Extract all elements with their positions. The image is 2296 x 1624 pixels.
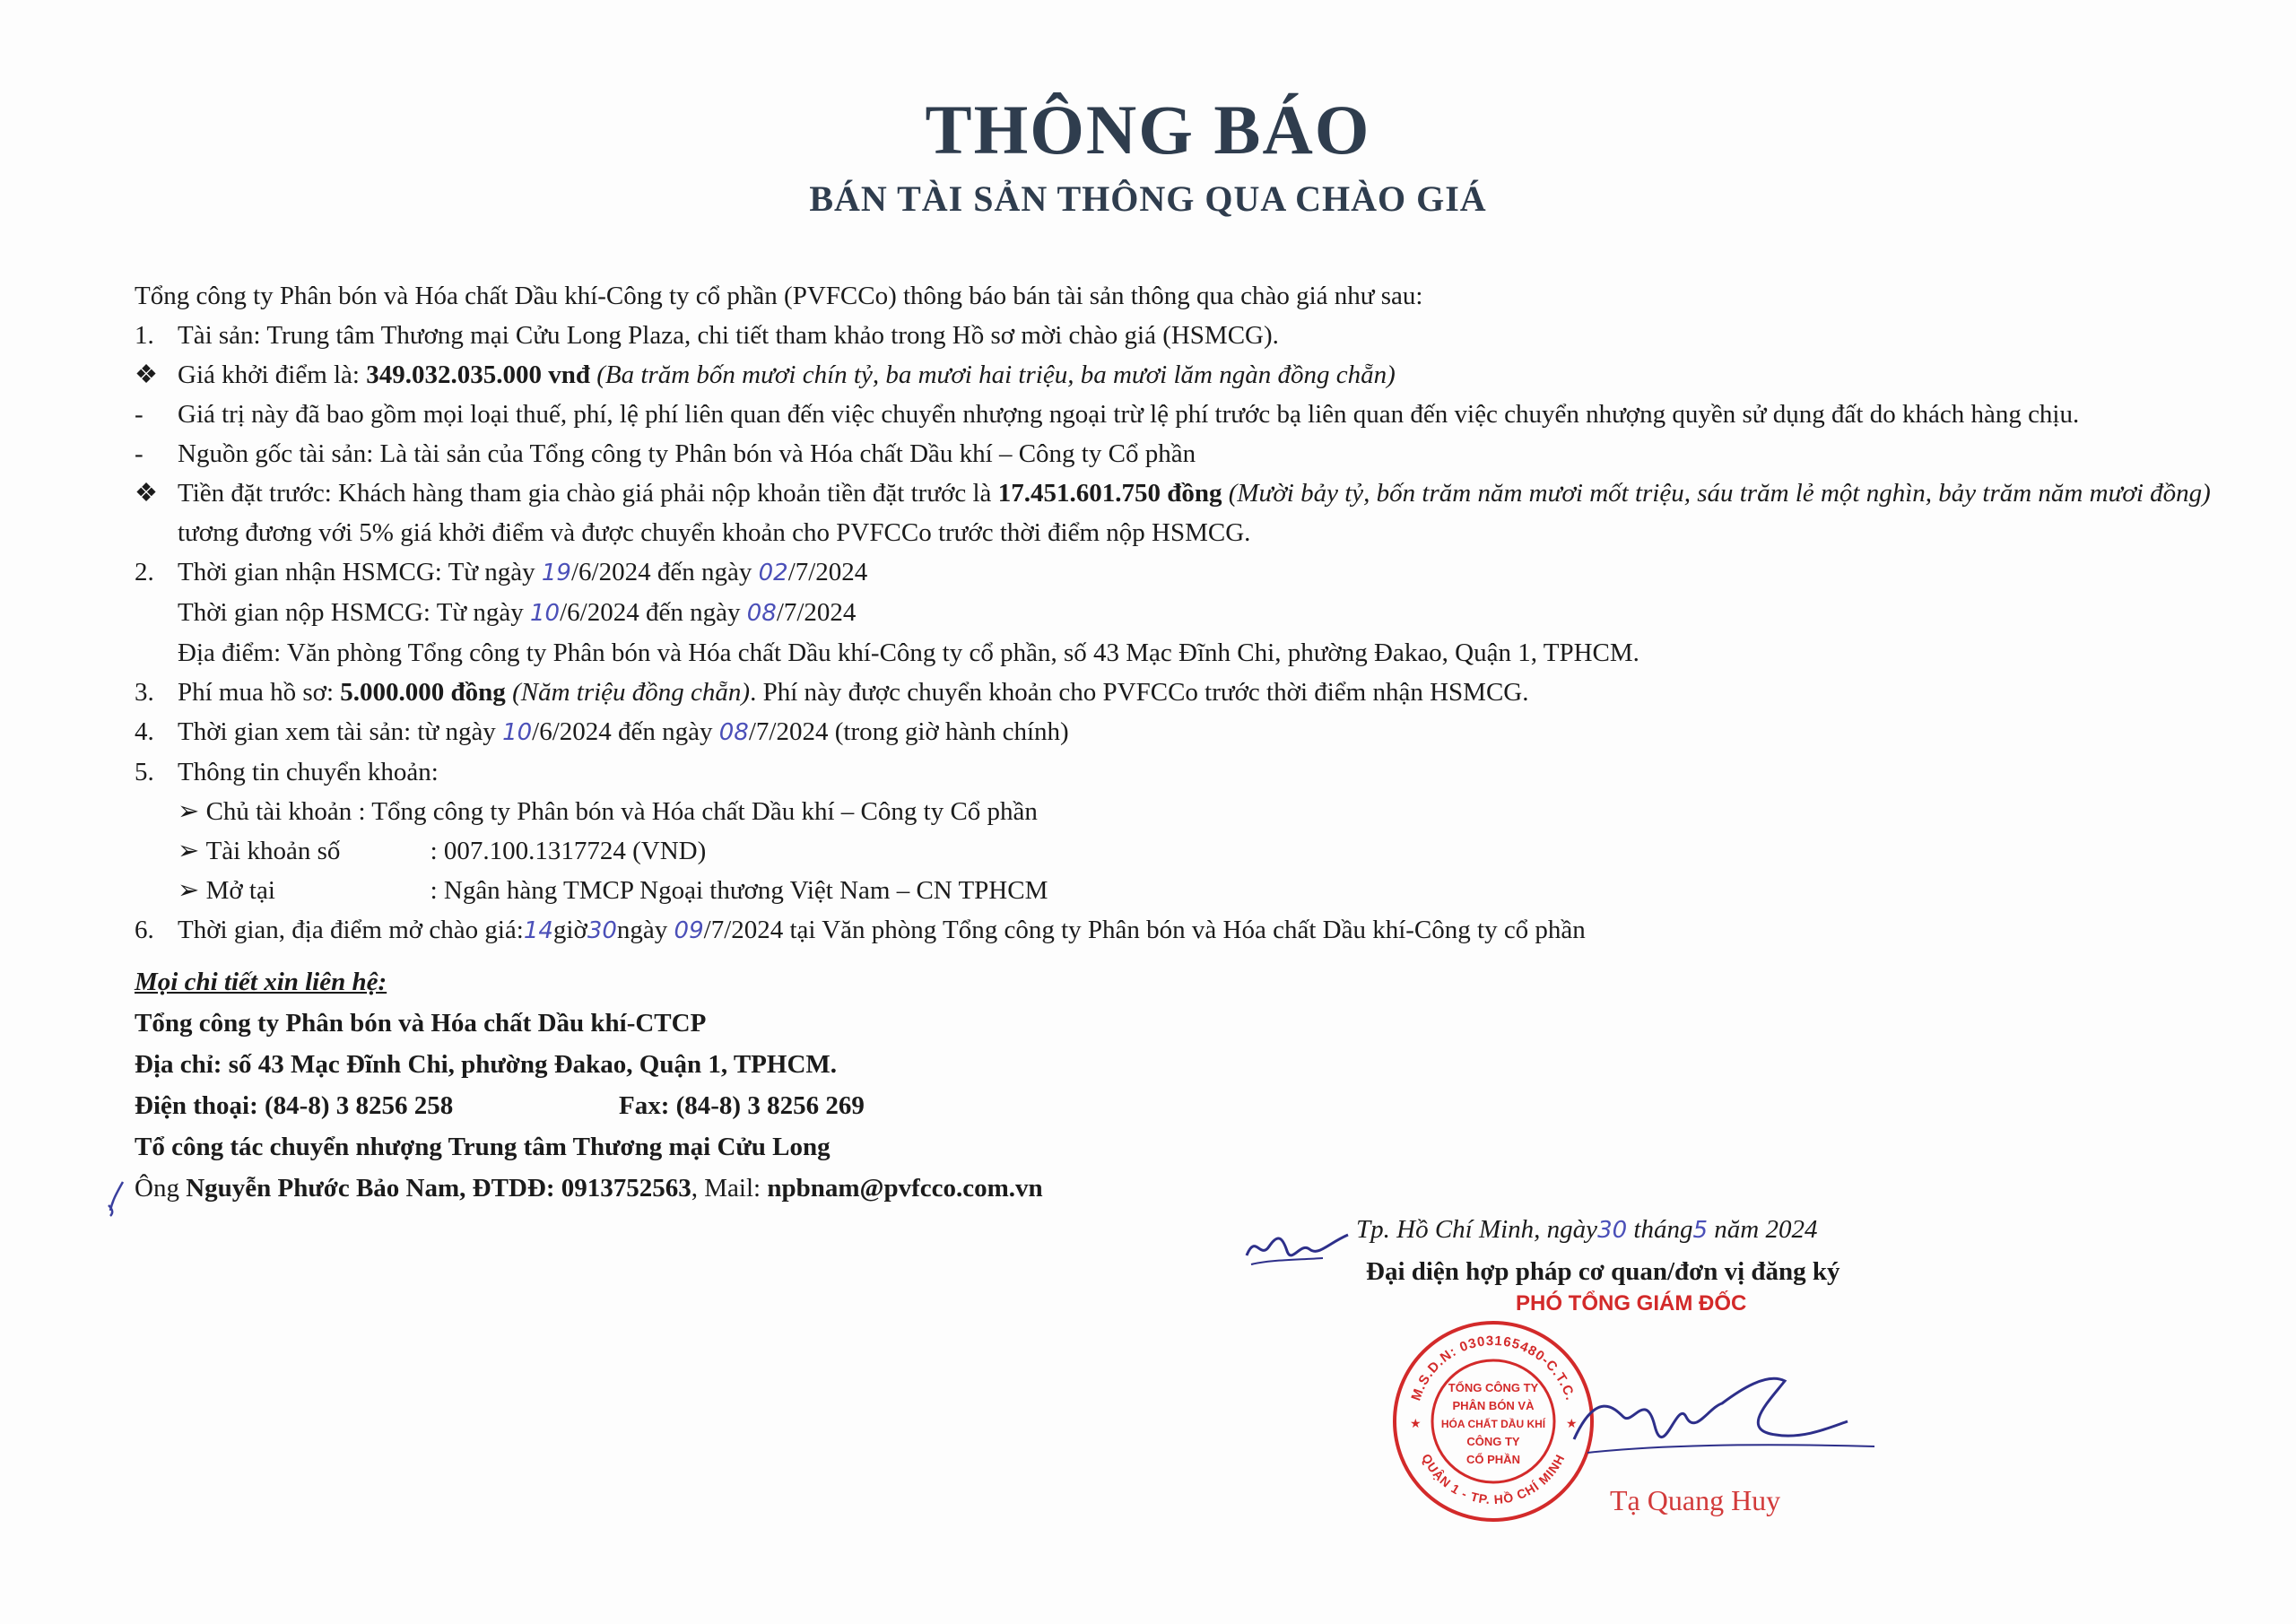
handwritten-day: 30 — [1597, 1217, 1628, 1244]
deposit-line: ❖ Tiền đặt trước: Khách hàng tham gia chào giá phải nộp khoản tiền đặt trước là 17.451.601.750 đồng (Mười bảy tỷ, bốn trăm năm mươi mốt triệu, sáu trăm lẻ một nghìn, bảy trăm năm mươi đồng) tương đương với 5% giá khởi điểm và được chuyển khoản cho PVFCCo trước thời điểm nộp HSMCG. — [135, 473, 2224, 552]
seal-line: PHÂN BÓN VÀ — [1452, 1399, 1535, 1412]
handwritten-signature-icon — [1561, 1354, 1883, 1471]
handwritten-hour: 14 — [523, 917, 553, 944]
contact-phone-fax — [135, 1085, 1043, 1126]
deposit-amount: 17.451.601.750 đồng — [997, 479, 1222, 508]
arrow-bullet-icon: ➢ — [178, 797, 200, 826]
contact-heading: Mọi chi tiết xin liên hệ: — [135, 968, 387, 996]
handwritten-month: 5 — [1692, 1217, 1709, 1244]
contact-block — [135, 961, 1043, 1209]
item-2-submit: Thời gian nộp HSMCG: Từ ngày 10/6/2024 đến ngày 08/7/2024 — [178, 598, 857, 627]
seal-ring-top: M.S.D.N: 0303165480-C.T.C. — [1408, 1333, 1578, 1403]
tax-note-line: - Giá trị này đã bao gồm mọi loại thuế, phí, lệ phí liên quan đến việc chuyển nhượng ngoại trừ lệ phí trước bạ liên quan đến việc chuyển nhượng quyền sử dụng đất do khách hàng chịu. — [135, 395, 2224, 434]
contact-team: Tổ công tác chuyển nhượng Trung tâm Thương mại Cửu Long — [135, 1133, 831, 1161]
paraph-initial-icon — [1242, 1224, 1350, 1273]
origin-line: - Nguồn gốc tài sản: Là tài sản của Tổng công ty Phân bón và Hóa chất Dầu khí – Công ty Cổ phần — [135, 434, 2224, 473]
handwritten-date: 19 — [541, 560, 571, 586]
item-2-receive: 2. Thời gian nhận HSMCG: Từ ngày 19/6/2024 đến ngày 02/7/2024 — [135, 552, 2224, 593]
start-price-line: ❖ Giá khởi điểm là: 349.032.035.000 vnđ (Ba trăm bốn mươi chín tỷ, ba mươi hai triệu, ba mươi lăm ngàn đồng chẵn) — [135, 355, 2224, 395]
seal-line: TỔNG CÔNG TY — [1448, 1381, 1539, 1394]
item-6: 6. Thời gian, địa điểm mở chào giá:14giờ30ngày 09/7/2024 tại Văn phòng Tổng công ty Phân bón và Hóa chất Dầu khí-Công ty cổ phần — [135, 910, 2224, 951]
contact-address: Địa chỉ: số 43 Mạc Đĩnh Chi, phường Đakao, Quận 1, TPHCM. — [135, 1050, 838, 1079]
item-4: 4. Thời gian xem tài sản: từ ngày 10/6/2024 đến ngày 08/7/2024 (trong giờ hành chính) — [135, 712, 2224, 752]
item-number: 3. — [135, 678, 154, 707]
seal-star-icon: ★ — [1410, 1418, 1422, 1431]
item-5: 5. Thông tin chuyển khoản: — [135, 752, 2224, 792]
seal-star-icon: ★ — [1566, 1418, 1578, 1431]
contact-phone: Điện thoại: (84-8) 3 8256 258 — [135, 1091, 454, 1120]
arrow-bullet-icon: ➢ — [178, 876, 200, 905]
page-subtitle: BÁN TÀI SẢN THÔNG QUA CHÀO GIÁ — [809, 178, 1487, 219]
notice-body — [135, 276, 2224, 951]
handwritten-tick-icon — [103, 1175, 130, 1220]
handwritten-date: 02 — [758, 560, 788, 586]
contact-company: Tổng công ty Phân bón và Hóa chất Dầu khí-CTCP — [135, 1009, 707, 1038]
dash-bullet: - — [135, 439, 144, 468]
contact-fax: Fax: (84-8) 3 8256 269 — [619, 1091, 865, 1120]
contact-person: Ông Nguyễn Phước Bảo Nam, ĐTDĐ: 0913752563, Mail: npbnam@pvfcco.com.vn — [135, 1174, 1043, 1203]
seal-line: CỔ PHẦN — [1466, 1453, 1520, 1466]
account-number-row: ➢ Tài khoản số : 007.100.1317724 (VND) — [178, 837, 707, 865]
item-2-place: Địa điểm: Văn phòng Tổng công ty Phân bón và Hóa chất Dầu khí-Công ty cổ phần, số 43 Mạc Đĩnh Chi, phường Đakao, Quận 1, TPHCM. — [178, 638, 1639, 667]
bank-row: ➢ Mở tại : Ngân hàng TMCP Ngoại thương Việt Nam – CN TPHCM — [178, 876, 1048, 905]
seal-line: CÔNG TY — [1466, 1435, 1520, 1448]
contact-email: npbnam@pvfcco.com.vn — [767, 1174, 1043, 1203]
handwritten-date: 10 — [530, 600, 561, 627]
handwritten-date: 09 — [674, 917, 704, 944]
dash-bullet: - — [135, 400, 144, 429]
signer-position: PHÓ TỔNG GIÁM ĐỐC — [1516, 1291, 1747, 1316]
diamond-bullet-icon: ❖ — [135, 479, 158, 508]
handwritten-date: 08 — [746, 600, 777, 627]
seal-line: HÓA CHẤT DẦU KHÍ — [1440, 1418, 1546, 1430]
arrow-bullet-icon: ➢ — [178, 837, 200, 865]
item-number: 4. — [135, 717, 154, 746]
intro-line: Tổng công ty Phân bón và Hóa chất Dầu khí-Công ty cổ phần (PVFCCo) thông báo bán tài sản thông qua chào giá như sau: — [135, 282, 1423, 310]
item-1: 1. Tài sản: Trung tâm Thương mại Cửu Long Plaza, chi tiết tham khảo trong Hồ sơ mời chào giá (HSMCG). — [135, 316, 2224, 355]
signer-name: Tạ Quang Huy — [1610, 1484, 1781, 1516]
item-number: 5. — [135, 758, 154, 786]
item-number: 1. — [135, 321, 154, 350]
item-number: 6. — [135, 916, 154, 944]
date-line: Tp. Hồ Chí Minh, ngày30 tháng5 năm 2024 — [1356, 1215, 1818, 1244]
diamond-bullet-icon: ❖ — [135, 360, 158, 389]
handwritten-minute: 30 — [587, 917, 617, 944]
seal-ring-bottom: QUẬN 1 - TP. HỒ CHÍ MINH — [1419, 1451, 1568, 1507]
start-price-amount: 349.032.035.000 vnđ — [366, 360, 591, 389]
handwritten-date: 10 — [502, 719, 533, 746]
item-3: 3. Phí mua hồ sơ: 5.000.000 đồng (Năm triệu đồng chẵn). Phí này được chuyển khoản cho PVFCCo trước thời điểm nhận HSMCG. — [135, 673, 2224, 712]
handwritten-date: 08 — [718, 719, 749, 746]
account-owner-row: ➢ Chủ tài khoản : Tổng công ty Phân bón và Hóa chất Dầu khí – Công ty Cổ phần — [178, 797, 1038, 826]
page-title: THÔNG BÁO — [925, 91, 1371, 169]
representative-title: Đại diện hợp pháp cơ quan/đơn vị đăng ký — [1366, 1257, 1840, 1286]
fee-amount: 5.000.000 đồng — [340, 678, 506, 707]
item-number: 2. — [135, 558, 154, 586]
